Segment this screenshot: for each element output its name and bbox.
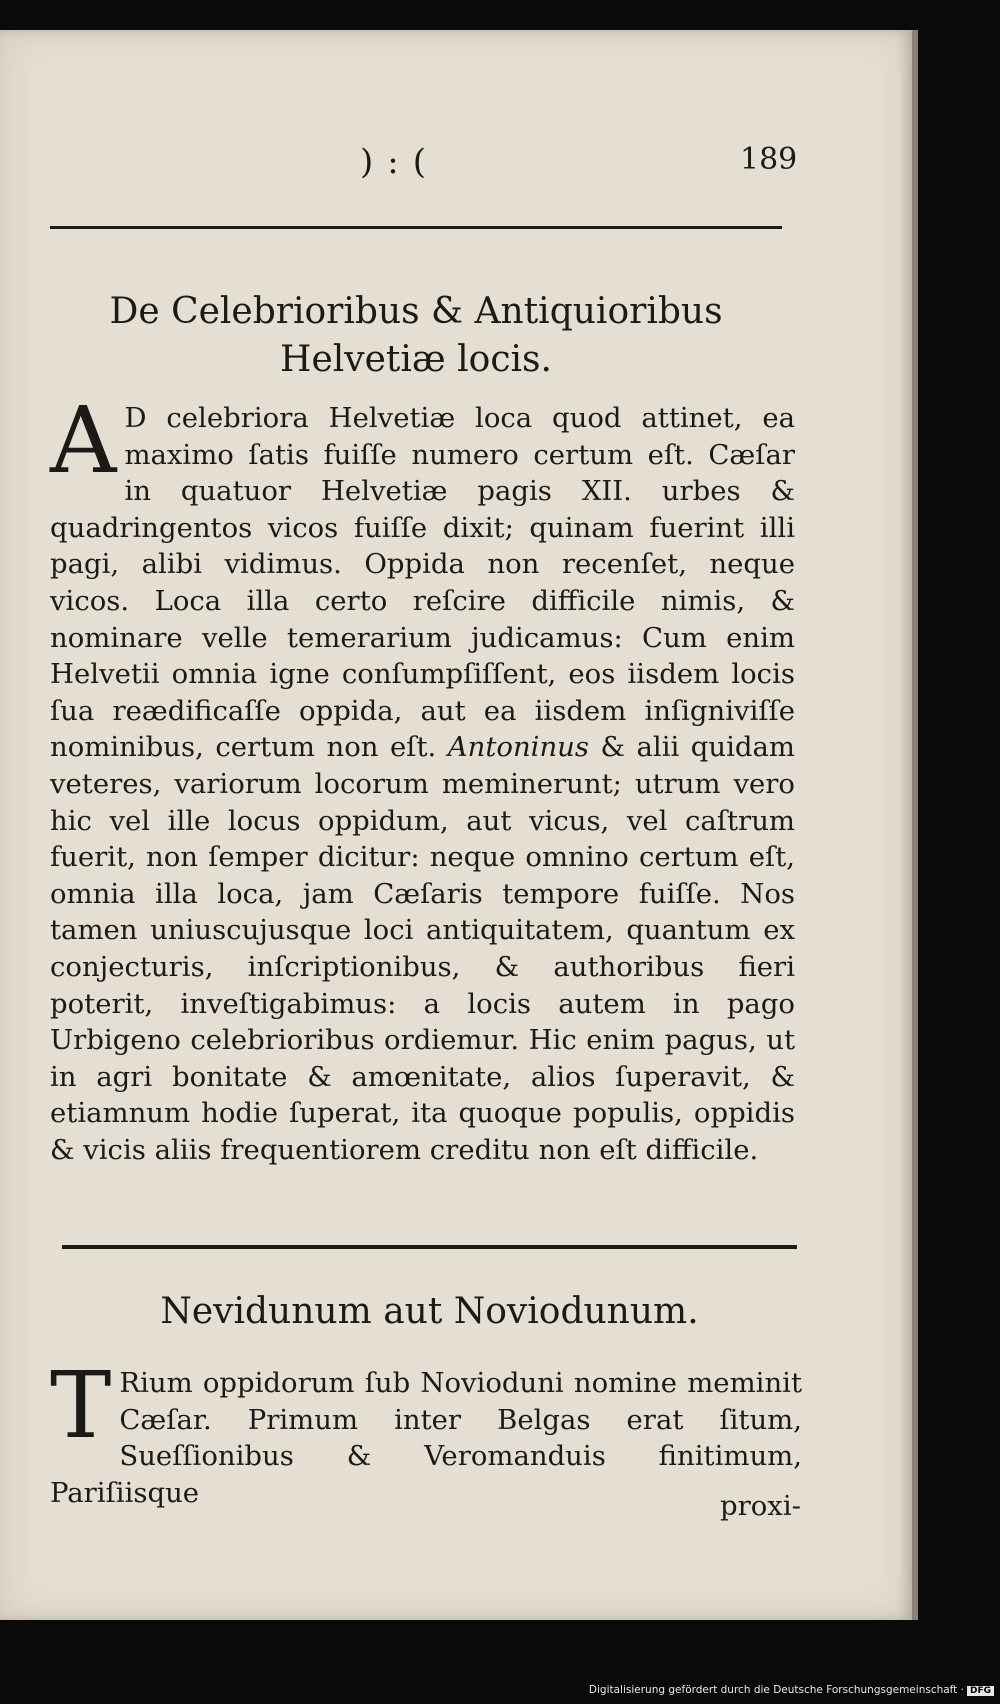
credit-text: Digitalisierung gefördert durch die Deutsche Forschungsgemeinschaft · [588,1684,964,1696]
section-title-1 [50,288,782,384]
section-divider-rule [62,1245,797,1249]
dropcap-a: A [50,387,117,494]
header-rule [50,226,782,229]
digitization-credit [589,1684,994,1696]
section-1-emphasis: Antoninus [447,731,589,764]
section-2-paragraph [50,1352,802,1511]
page-edge [912,30,918,1620]
section-title-1-line1: De Celebrioribus & Antiquioribus [109,291,723,332]
running-head [0,142,912,192]
section-1-text: D celebriora Helvetiæ loca quod attinet, ea maximo ſatis fuiſſe numero certum eſt. Cæſar in quatuor Helvetiæ pagis XII. urbes & quadringentos vicos fuiſſe dixit; quinam fuerint illi pagi, alibi vidimus. Oppida non recenſet, neque vicos. Loca illa certo reſcire difficile nimis, & nominare velle temerarium judicamus: Cum enim Helvetii omnia igne conſumpſiſſent, eos iisdem locis ſua reædificaſſe oppida, aut ea iisdem inſigniviſſe nominibus, certum non eſt. [50,402,795,764]
book-page [0,30,912,1620]
dfg-logo-icon: DFG [967,1686,994,1696]
page-number: 189 [740,142,798,177]
section-title-1-line2: Helvetiæ locis. [280,339,552,380]
section-1-paragraph [50,387,795,1168]
section-title-2: Nevidunum aut Noviodunum. [160,1291,699,1332]
section-2-text: Rium oppidorum ſub Novioduni nomine meminit Cæſar. Primum inter Belgas erat ſitum, Sueſſionibus & Veromanduis finitimum, Pariſiisque [50,1367,802,1509]
dropcap-t: T [50,1352,112,1459]
catchword: proxi- [720,1490,801,1522]
running-head-ornament: ):( [360,142,440,182]
section-1-text-cont: & alii quidam veteres, variorum locorum meminerunt; utrum vero hic vel ille locus oppidum, aut vicus, vel caſtrum fuerit, non ſemper dicitur: neque omnino certum eſt, omnia illa loca, jam Cæſaris tempore fuiſſe. Nos tamen uniuscujusque loci antiquitatem, quantum ex conjecturis, inſcriptionibus, & authoribus fieri poterit, inveſtigabimus: a locis autem in pago Urbigeno celebrioribus ordiemur. Hic enim pagus, ut in agri bonitate & amœnitate, alios ſuperavit, & etiamnum hodie ſuperat, ita quoque populis, oppidis & vicis aliis frequentiorem creditu non eſt difficile. [50,731,795,1166]
